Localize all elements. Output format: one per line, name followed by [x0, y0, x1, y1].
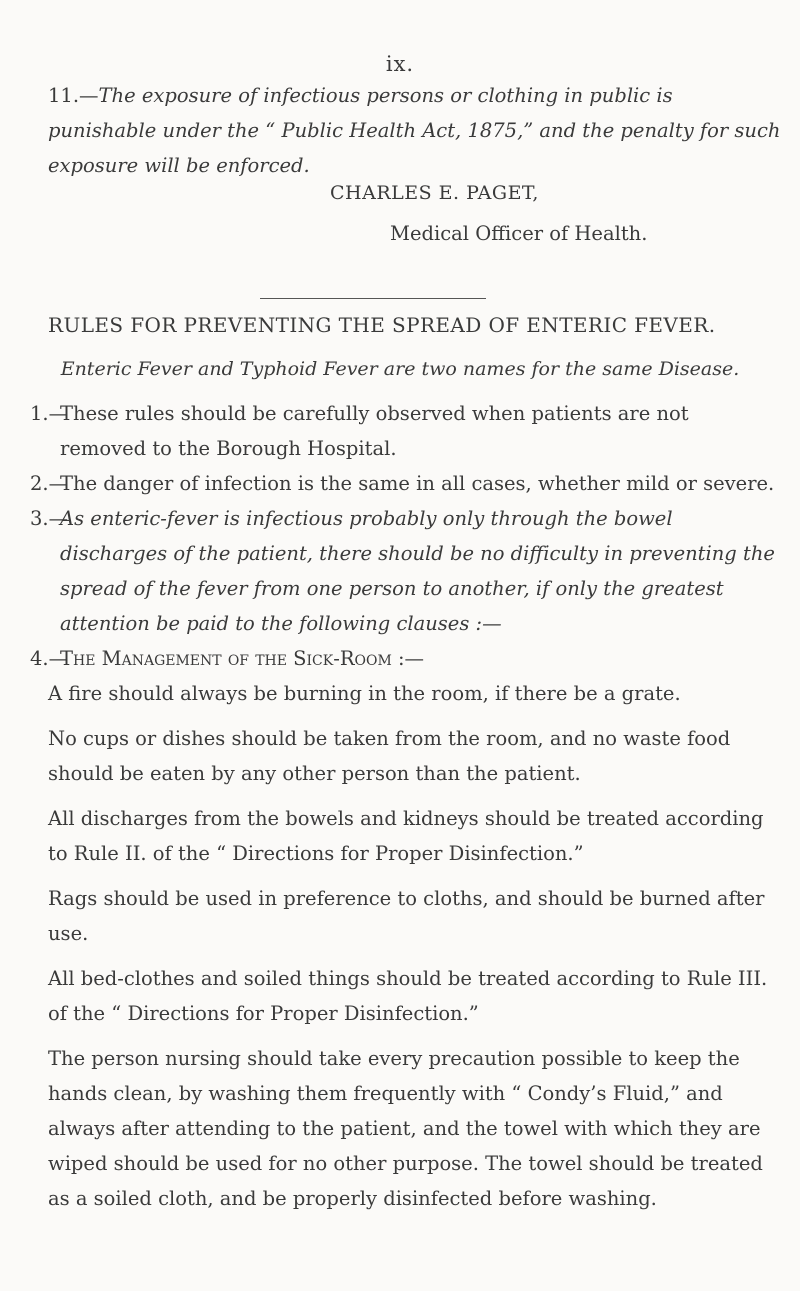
sick-room-clauses — [48, 676, 783, 1226]
clause-rags: Rags should be used in preference to cloths, and should be burned after use. — [48, 887, 765, 945]
rule-3-text: As enteric-fever is infectious probably only through the bowel discharges of the patient, there should be no difficulty in preventing the spread of the fever from one person to another, if only the greatest attention be paid to the following clauses :— — [60, 507, 775, 635]
clause-11 — [48, 78, 783, 183]
rule-3 — [30, 501, 780, 641]
clause-11-text: The exposure of infectious persons or clothing in public is punishable under the “ Public Health Act, 1875,” and the penalty for such exposure will be enforced. — [48, 84, 781, 177]
clause-11-number: 11.— — [48, 84, 99, 107]
rule-4-number: 4.— — [30, 647, 69, 670]
rule-4-text: The Management of the Sick-Room :— — [60, 647, 425, 670]
rule-4 — [30, 641, 780, 676]
clause-discharges: All discharges from the bowels and kidneys should be treated according to Rule II. of the “ Directions for Proper Disinfection.” — [48, 807, 764, 865]
clause-fire: A fire should always be burning in the room, if there be a grate. — [48, 682, 681, 705]
section-heading: RULES FOR PREVENTING THE SPREAD OF ENTERIC FEVER. — [48, 313, 716, 337]
page-number: ix. — [385, 52, 415, 76]
clause-bed-clothes: All bed-clothes and soiled things should be treated according to Rule III. of the “ Directions for Proper Disinfection.” — [48, 967, 768, 1025]
section-subheading: Enteric Fever and Typhoid Fever are two names for the same Disease. — [60, 358, 740, 380]
clause-cups-dishes: No cups or dishes should be taken from the room, and no waste food should be eaten by any other person than the patient. — [48, 727, 731, 785]
rule-1-text: These rules should be carefully observed when patients are not removed to the Borough Hospital. — [60, 402, 689, 460]
signature-title: Medical Officer of Health. — [390, 222, 648, 245]
clause-nursing-hygiene: The person nursing should take every precaution possible to keep the hands clean, by washing them frequently with “ Condy’s Fluid,” and always after attending to the patient, and the towel with which they are wiped should be used for no other purpose. The towel should be treated as a soiled cloth, and be properly disinfected before washing. — [48, 1047, 763, 1210]
section-divider — [260, 298, 486, 299]
signature-name: CHARLES E. PAGET, — [330, 182, 539, 204]
rule-2-number: 2.— — [30, 472, 69, 495]
rule-1 — [30, 396, 780, 466]
rule-2 — [30, 466, 780, 501]
rule-3-number: 3.— — [30, 507, 69, 530]
rule-1-number: 1.— — [30, 402, 69, 425]
rule-2-text: The danger of infection is the same in all cases, whether mild or severe. — [60, 472, 775, 495]
